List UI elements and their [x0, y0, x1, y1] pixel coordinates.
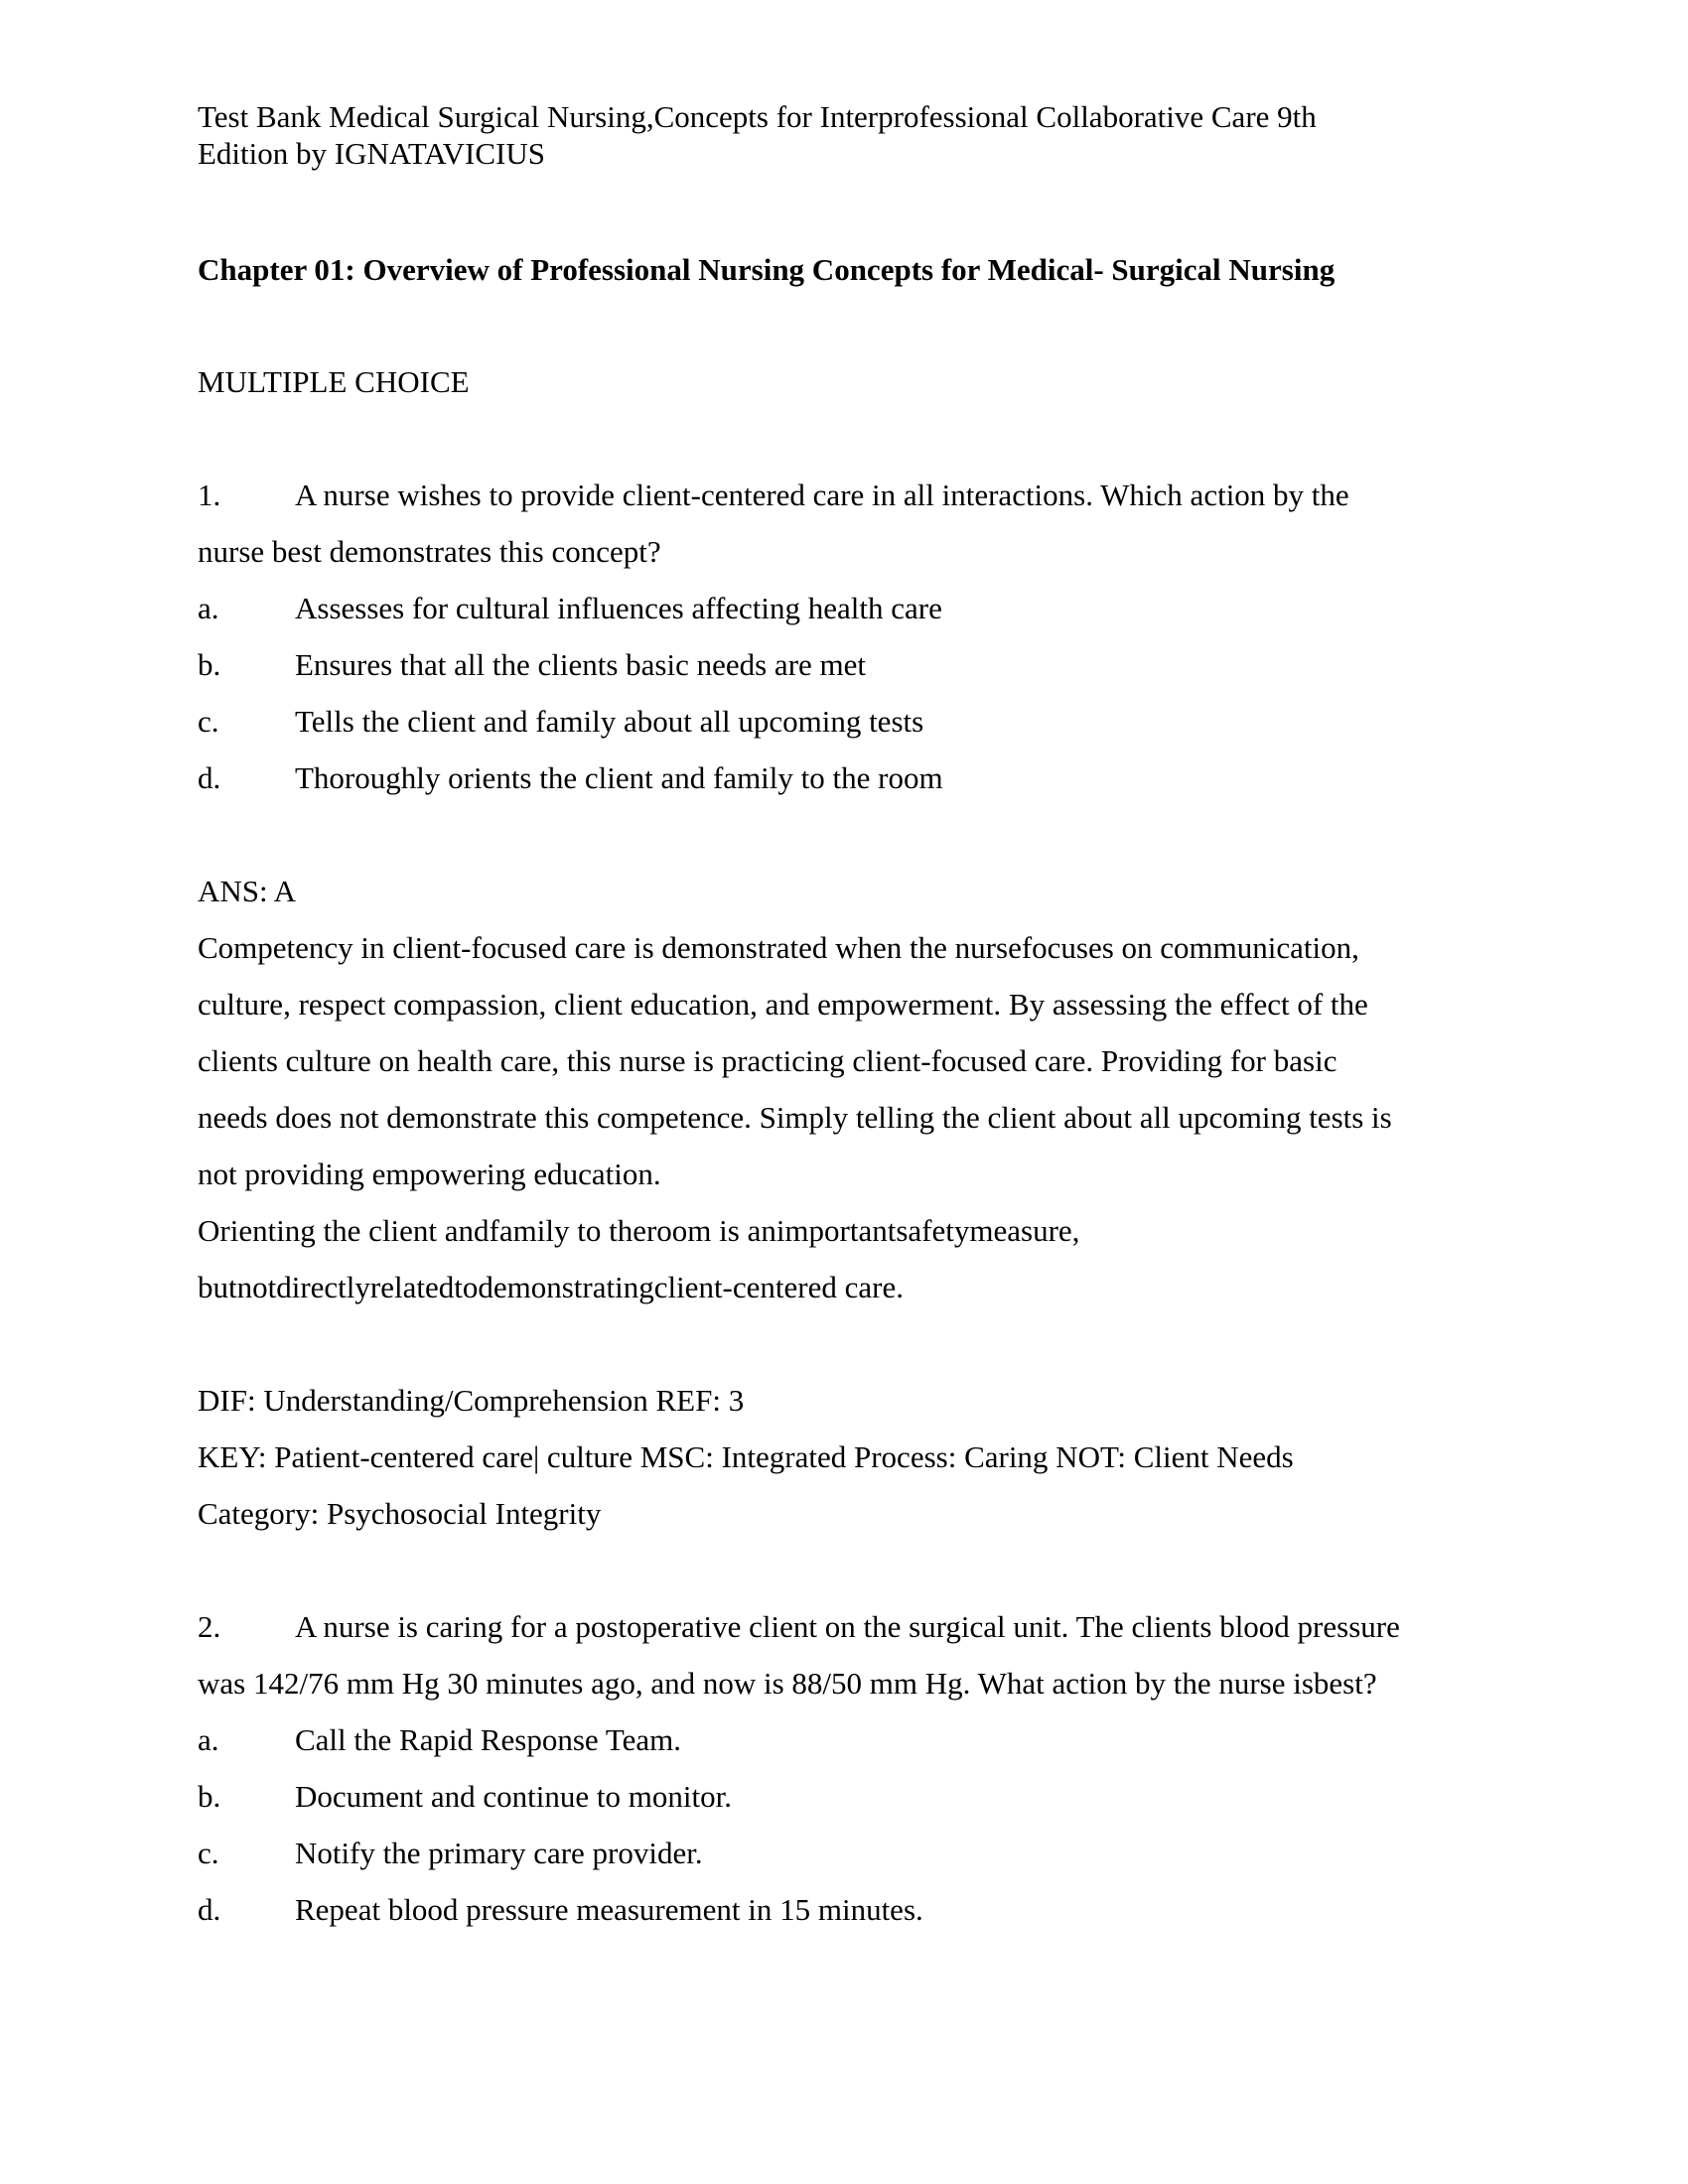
question-1-stem-line-1: [198, 478, 1488, 513]
question-number: 1.: [198, 478, 221, 512]
question-2-stem-line-1: [198, 1609, 1488, 1645]
question-1-option-a: [198, 591, 1488, 626]
option-text: Thoroughly orients the client and family to the room: [295, 760, 943, 795]
option-text: Notify the primary care provider.: [295, 1836, 703, 1870]
option-letter: b.: [198, 647, 221, 682]
question-2-option-a: [198, 1722, 1488, 1758]
question-2-option-b: [198, 1779, 1488, 1815]
option-text: Assesses for cultural influences affecting health care: [295, 591, 942, 625]
question-1-option-c: [198, 704, 1488, 740]
document-title-line-1: Test Bank Medical Surgical Nursing,Concepts for Interprofessional Collaborative Care 9th: [198, 99, 1317, 134]
rationale-line: Competency in client-focused care is demonstrated when the nursefocuses on communication,: [198, 930, 1359, 965]
option-text: Call the Rapid Response Team.: [295, 1722, 681, 1757]
option-letter: b.: [198, 1779, 221, 1814]
question-1-option-b: [198, 647, 1488, 683]
question-1-keywords: KEY: Patient-centered care| culture MSC: Integrated Process: Caring NOT: Client Needs: [198, 1439, 1294, 1474]
option-text: Ensures that all the clients basic needs are met: [295, 647, 867, 682]
question-2-option-d: [198, 1892, 1488, 1928]
question-1-stem-line-2: nurse best demonstrates this concept?: [198, 534, 661, 569]
option-letter: c.: [198, 704, 219, 739]
question-1-option-d: [198, 760, 1488, 796]
rationale-line: clients culture on health care, this nurse is practicing client-focused care. Providing for basic: [198, 1043, 1337, 1078]
question-1-category: Category: Psychosocial Integrity: [198, 1496, 602, 1531]
question-text: A nurse wishes to provide client-centered care in all interactions. Which action by the: [295, 478, 1349, 512]
rationale-line: not providing empowering education.: [198, 1157, 661, 1191]
rationale-line: butnotdirectlyrelatedtodemonstratingclient-centered care.: [198, 1270, 904, 1304]
question-text: A nurse is caring for a postoperative client on the surgical unit. The clients blood pressure: [295, 1609, 1400, 1644]
document-title-line-2: Edition by IGNATAVICIUS: [198, 136, 546, 171]
rationale-line: Orienting the client andfamily to theroom is animportantsafetymeasure,: [198, 1213, 1080, 1248]
option-text: Document and continue to monitor.: [295, 1779, 732, 1814]
rationale-line: needs does not demonstrate this competence. Simply telling the client about all upcoming tests is: [198, 1100, 1392, 1135]
option-letter: c.: [198, 1836, 219, 1870]
question-1-answer: ANS: A: [198, 874, 297, 908]
option-letter: d.: [198, 1892, 221, 1927]
option-letter: a.: [198, 1722, 219, 1757]
question-2-option-c: [198, 1836, 1488, 1871]
chapter-heading: Chapter 01: Overview of Professional Nursing Concepts for Medical- Surgical Nursing: [198, 252, 1336, 287]
option-text: Repeat blood pressure measurement in 15 minutes.: [295, 1892, 923, 1927]
question-number: 2.: [198, 1609, 221, 1644]
section-heading: MULTIPLE CHOICE: [198, 364, 470, 399]
question-2-stem-line-2: was 142/76 mm Hg 30 minutes ago, and now is 88/50 mm Hg. What action by the nurse isbest?: [198, 1666, 1377, 1701]
question-1-difficulty: DIF: Understanding/Comprehension REF: 3: [198, 1383, 745, 1418]
option-text: Tells the client and family about all upcoming tests: [295, 704, 924, 739]
rationale-line: culture, respect compassion, client education, and empowerment. By assessing the effect of the: [198, 987, 1368, 1022]
option-letter: a.: [198, 591, 219, 625]
option-letter: d.: [198, 760, 221, 795]
